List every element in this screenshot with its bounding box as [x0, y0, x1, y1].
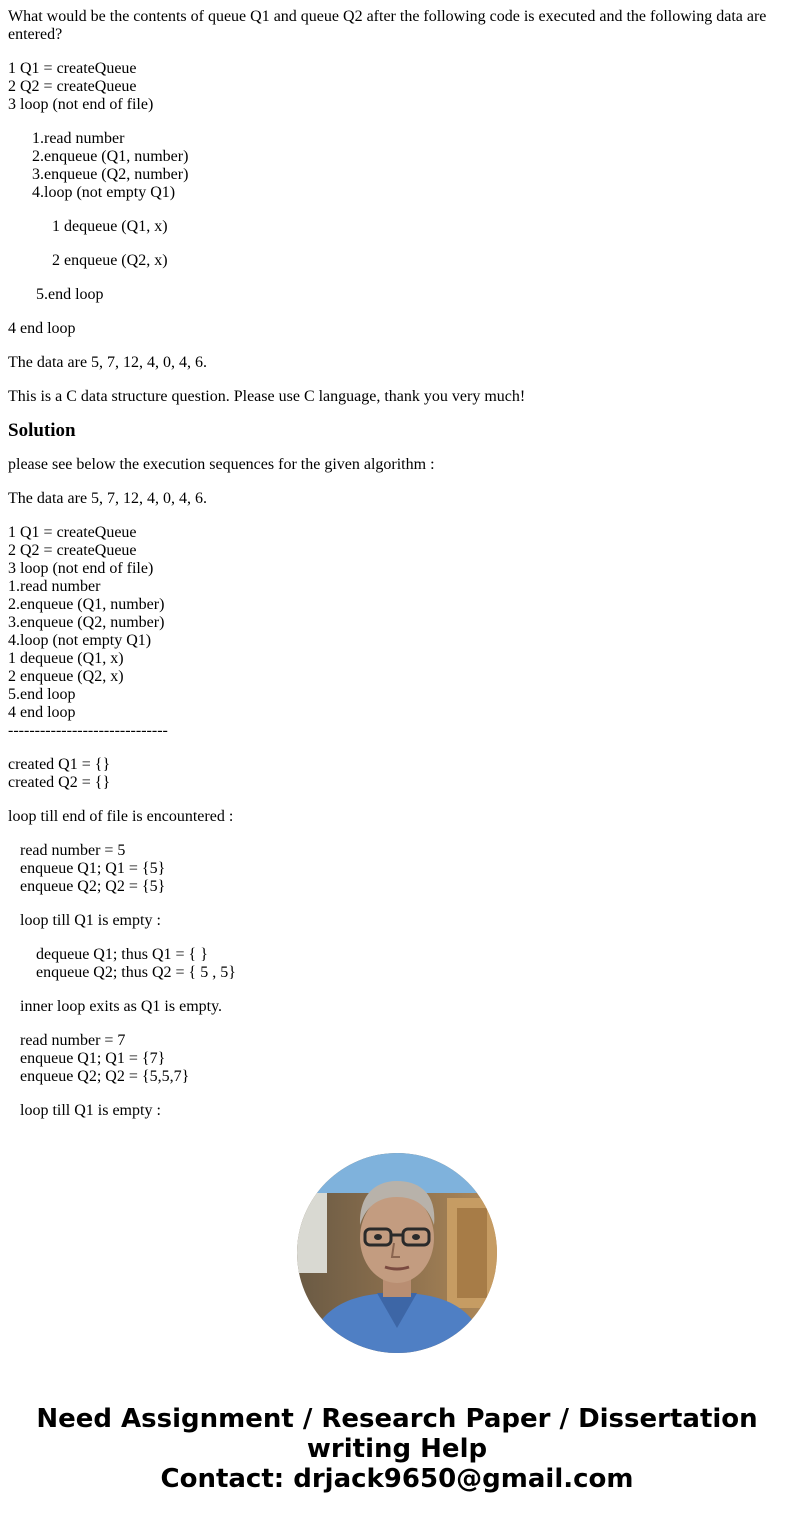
question-note: This is a C data structure question. Please use C language, thank you very much!: [8, 388, 526, 405]
portrait-image: [297, 1153, 497, 1353]
solution-inner-exit: inner loop exits as Q1 is empty.: [20, 998, 223, 1015]
solution-step: read number = 5: [20, 842, 126, 859]
solution-step: enqueue Q1; Q1 = {5}: [20, 860, 166, 877]
footer-promo: [0, 1404, 794, 1494]
solution-created: created Q1 = {}: [8, 756, 111, 773]
question-inner-step: 1 dequeue (Q1, x): [52, 218, 168, 235]
solution-code-line: 1.read number: [8, 578, 101, 595]
document-body: [8, 8, 784, 1123]
solution-code-line: 5.end loop: [8, 686, 76, 703]
question-text: What would be the contents of queue Q1 and queue Q2 after the following code is executed and the following data are entered?: [8, 8, 767, 43]
solution-code-line: 2 enqueue (Q2, x): [8, 668, 124, 685]
footer-line: Need Assignment / Research Paper / Dissertation: [36, 1404, 758, 1434]
solution-code-line: 2.enqueue (Q1, number): [8, 596, 165, 613]
question-step: 1.read number: [32, 130, 125, 147]
author-avatar: [297, 1153, 497, 1353]
solution-code-line: 4 end loop: [8, 704, 76, 721]
question-code-line: 2 Q2 = createQueue: [8, 78, 137, 95]
solution-divider: ------------------------------: [8, 722, 168, 739]
solution-code-line: 1 Q1 = createQueue: [8, 524, 137, 541]
solution-code-line: 3 loop (not end of file): [8, 560, 154, 577]
solution-inner-step: dequeue Q1; thus Q1 = { }: [36, 946, 208, 963]
solution-inner-loop: loop till Q1 is empty :: [20, 912, 161, 929]
question-data-line: The data are 5, 7, 12, 4, 0, 4, 6.: [8, 354, 208, 371]
question-code-line: 1 Q1 = createQueue: [8, 60, 137, 77]
solution-intro: please see below the execution sequences for the given algorithm :: [8, 456, 435, 473]
question-inner-step: 2 enqueue (Q2, x): [52, 252, 168, 269]
solution-code-line: 2 Q2 = createQueue: [8, 542, 137, 559]
solution-code-line: 1 dequeue (Q1, x): [8, 650, 124, 667]
solution-code-line: 3.enqueue (Q2, number): [8, 614, 165, 631]
solution-step: enqueue Q1; Q1 = {7}: [20, 1050, 166, 1067]
question-step: 4.loop (not empty Q1): [32, 184, 176, 201]
solution-step: read number = 7: [20, 1032, 126, 1049]
footer-line: writing Help: [306, 1434, 488, 1464]
solution-step: enqueue Q2; Q2 = {5,5,7}: [20, 1068, 190, 1085]
question-end-outer: 4 end loop: [8, 320, 76, 337]
solution-heading: Solution: [8, 420, 76, 441]
question-step: 2.enqueue (Q1, number): [32, 148, 189, 165]
solution-code-line: 4.loop (not empty Q1): [8, 632, 152, 649]
solution-step: enqueue Q2; Q2 = {5}: [20, 878, 166, 895]
question-code-line: 3 loop (not end of file): [8, 96, 154, 113]
solution-inner-loop: loop till Q1 is empty :: [20, 1102, 161, 1119]
solution-data-line: The data are 5, 7, 12, 4, 0, 4, 6.: [8, 490, 208, 507]
question-end-inner: 5.end loop: [36, 286, 104, 303]
solution-inner-step: enqueue Q2; thus Q2 = { 5 , 5}: [36, 964, 236, 981]
solution-loop-intro: loop till end of file is encountered :: [8, 808, 234, 825]
solution-created: created Q2 = {}: [8, 774, 111, 791]
question-step: 3.enqueue (Q2, number): [32, 166, 189, 183]
footer-contact: Contact: drjack9650@gmail.com: [160, 1464, 634, 1494]
